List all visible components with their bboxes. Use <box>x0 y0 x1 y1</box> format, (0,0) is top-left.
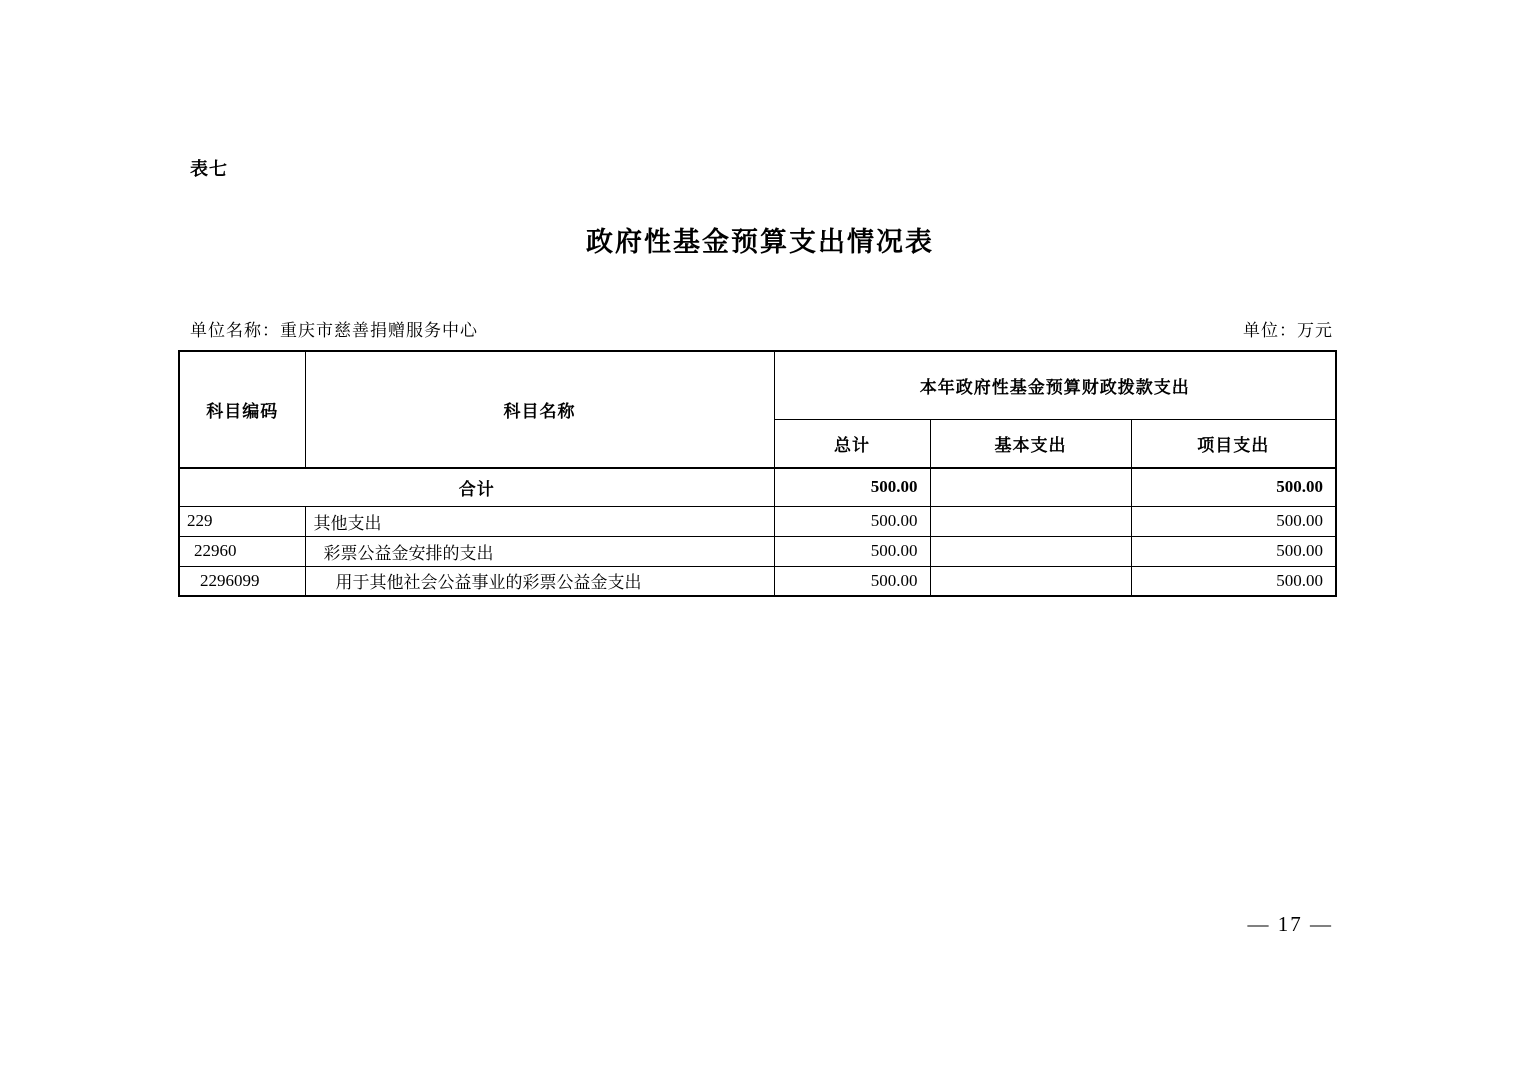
summary-row <box>179 468 1336 506</box>
table-row <box>179 566 1336 596</box>
row-total-value: 500.00 <box>774 506 930 536</box>
page-number: — 17 — <box>1247 912 1333 936</box>
sheet-label: 表七 <box>190 159 228 179</box>
summary-label: 合计 <box>179 468 774 506</box>
table-header-row-1 <box>179 351 1336 419</box>
row-project-value: 500.00 <box>1131 566 1336 596</box>
row-name: 用于其他社会公益事业的彩票公益金支出 <box>305 566 774 596</box>
row-basic-value <box>930 506 1131 536</box>
row-total-value: 500.00 <box>774 536 930 566</box>
page-title: 政府性基金预算支出情况表 <box>586 227 934 257</box>
header-fund-expenditure-group: 本年政府性基金预算财政拨款支出 <box>774 351 1336 419</box>
header-project-expenditure: 项目支出 <box>1131 419 1336 468</box>
row-code: 2296099 <box>179 566 305 596</box>
row-project-value: 500.00 <box>1131 506 1336 536</box>
row-basic-value <box>930 566 1131 596</box>
row-name: 其他支出 <box>305 506 774 536</box>
row-total-value: 500.00 <box>774 566 930 596</box>
summary-project-value: 500.00 <box>1131 468 1336 506</box>
row-code: 229 <box>179 506 305 536</box>
table-row <box>179 536 1336 566</box>
row-code: 22960 <box>179 536 305 566</box>
table-meta-row <box>190 316 1333 341</box>
header-subject-name: 科目名称 <box>305 351 774 468</box>
row-project-value: 500.00 <box>1131 536 1336 566</box>
summary-basic-value <box>930 468 1131 506</box>
header-total: 总计 <box>774 419 930 468</box>
table-row <box>179 506 1336 536</box>
header-basic-expenditure: 基本支出 <box>930 419 1131 468</box>
row-name: 彩票公益金安排的支出 <box>305 536 774 566</box>
header-subject-code: 科目编码 <box>179 351 305 468</box>
row-basic-value <box>930 536 1131 566</box>
budget-expenditure-table <box>178 350 1337 597</box>
currency-unit-label: 单位：万元 <box>1243 321 1333 340</box>
unit-name-label: 单位名称：重庆市慈善捐赠服务中心 <box>190 321 478 340</box>
summary-total-value: 500.00 <box>774 468 930 506</box>
